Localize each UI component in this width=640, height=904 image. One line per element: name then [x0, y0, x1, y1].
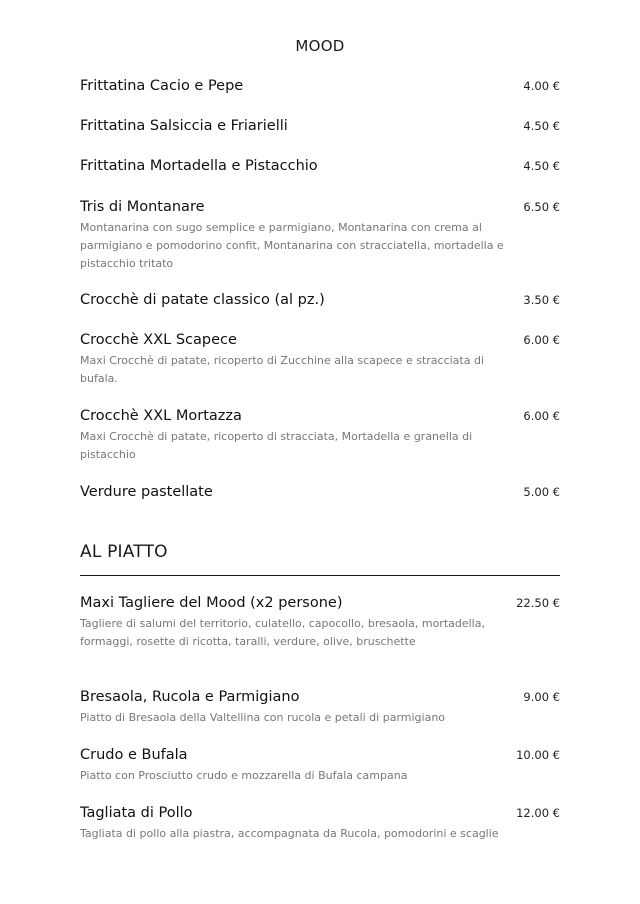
item-name: Frittatina Cacio e Pepe: [80, 78, 244, 94]
item-description: Maxi Crocchè di patate, ricoperto di Zucchine alla scapece e stracciata di bufala.: [80, 354, 484, 385]
item-price: 6.00 €: [523, 333, 560, 347]
item-description: Maxi Crocchè di patate, ricoperto di stracciata, Mortadella e granella di pistacchio: [80, 430, 473, 461]
item-name: Maxi Tagliere del Mood (x2 persone): [80, 595, 343, 611]
menu-item: [80, 595, 560, 651]
menu-item: [80, 158, 560, 174]
section-divider: [80, 575, 560, 576]
item-name: Frittatina Salsiccia e Friarielli: [80, 118, 288, 134]
menu-item: [80, 408, 560, 464]
menu-item: [80, 292, 560, 308]
menu-item: [80, 484, 560, 500]
item-price: 4.50 €: [523, 159, 560, 173]
item-name: Bresaola, Rucola e Parmigiano: [80, 689, 300, 705]
item-price: 10.00 €: [516, 748, 560, 762]
item-price: 12.00 €: [516, 806, 560, 820]
item-price: 22.50 €: [516, 596, 560, 610]
item-name: Crudo e Bufala: [80, 747, 188, 763]
item-name: Tagliata di Pollo: [80, 805, 193, 821]
item-description: Piatto di Bresaola della Valtellina con rucola e petali di parmigiano: [80, 711, 446, 724]
item-price: 6.50 €: [523, 200, 560, 214]
item-name: Crocchè XXL Mortazza: [80, 408, 242, 424]
menu-item: [80, 805, 560, 843]
menu-item: [80, 199, 560, 273]
item-name: Tris di Montanare: [80, 199, 205, 215]
item-price: 5.00 €: [523, 485, 560, 499]
menu-item: [80, 747, 560, 785]
item-description: Tagliere di salumi del territorio, culatello, capocollo, bresaola, mortadella, formaggi, rosette di ricotta, taralli, verdure, olive, bruschette: [80, 617, 485, 648]
item-price: 3.50 €: [523, 293, 560, 307]
item-description: Piatto con Prosciutto crudo e mozzarella di Bufala campana: [80, 769, 408, 782]
menu-item: [80, 332, 560, 388]
menu-brand-title: MOOD: [295, 37, 345, 55]
item-description: Tagliata di pollo alla piastra, accompagnata da Rucola, pomodorini e scaglie: [80, 827, 499, 840]
menu-item: [80, 78, 560, 94]
item-price: 4.00 €: [523, 79, 560, 93]
item-name: Frittatina Mortadella e Pistacchio: [80, 158, 318, 174]
item-name: Crocchè XXL Scapece: [80, 332, 237, 348]
item-price: 4.50 €: [523, 119, 560, 133]
item-name: Verdure pastellate: [80, 484, 213, 500]
item-price: 9.00 €: [523, 690, 560, 704]
menu-item: [80, 689, 560, 727]
item-price: 6.00 €: [523, 409, 560, 423]
menu-item: [80, 118, 560, 134]
section-title: AL PIATTO: [80, 542, 168, 562]
item-description: Montanarina con sugo semplice e parmigiano, Montanarina con crema al parmigiano e pomodorino confit, Montanarina con stracciatella, mortadella e pistacchio tritato: [80, 221, 504, 270]
item-name: Crocchè di patate classico (al pz.): [80, 292, 325, 308]
